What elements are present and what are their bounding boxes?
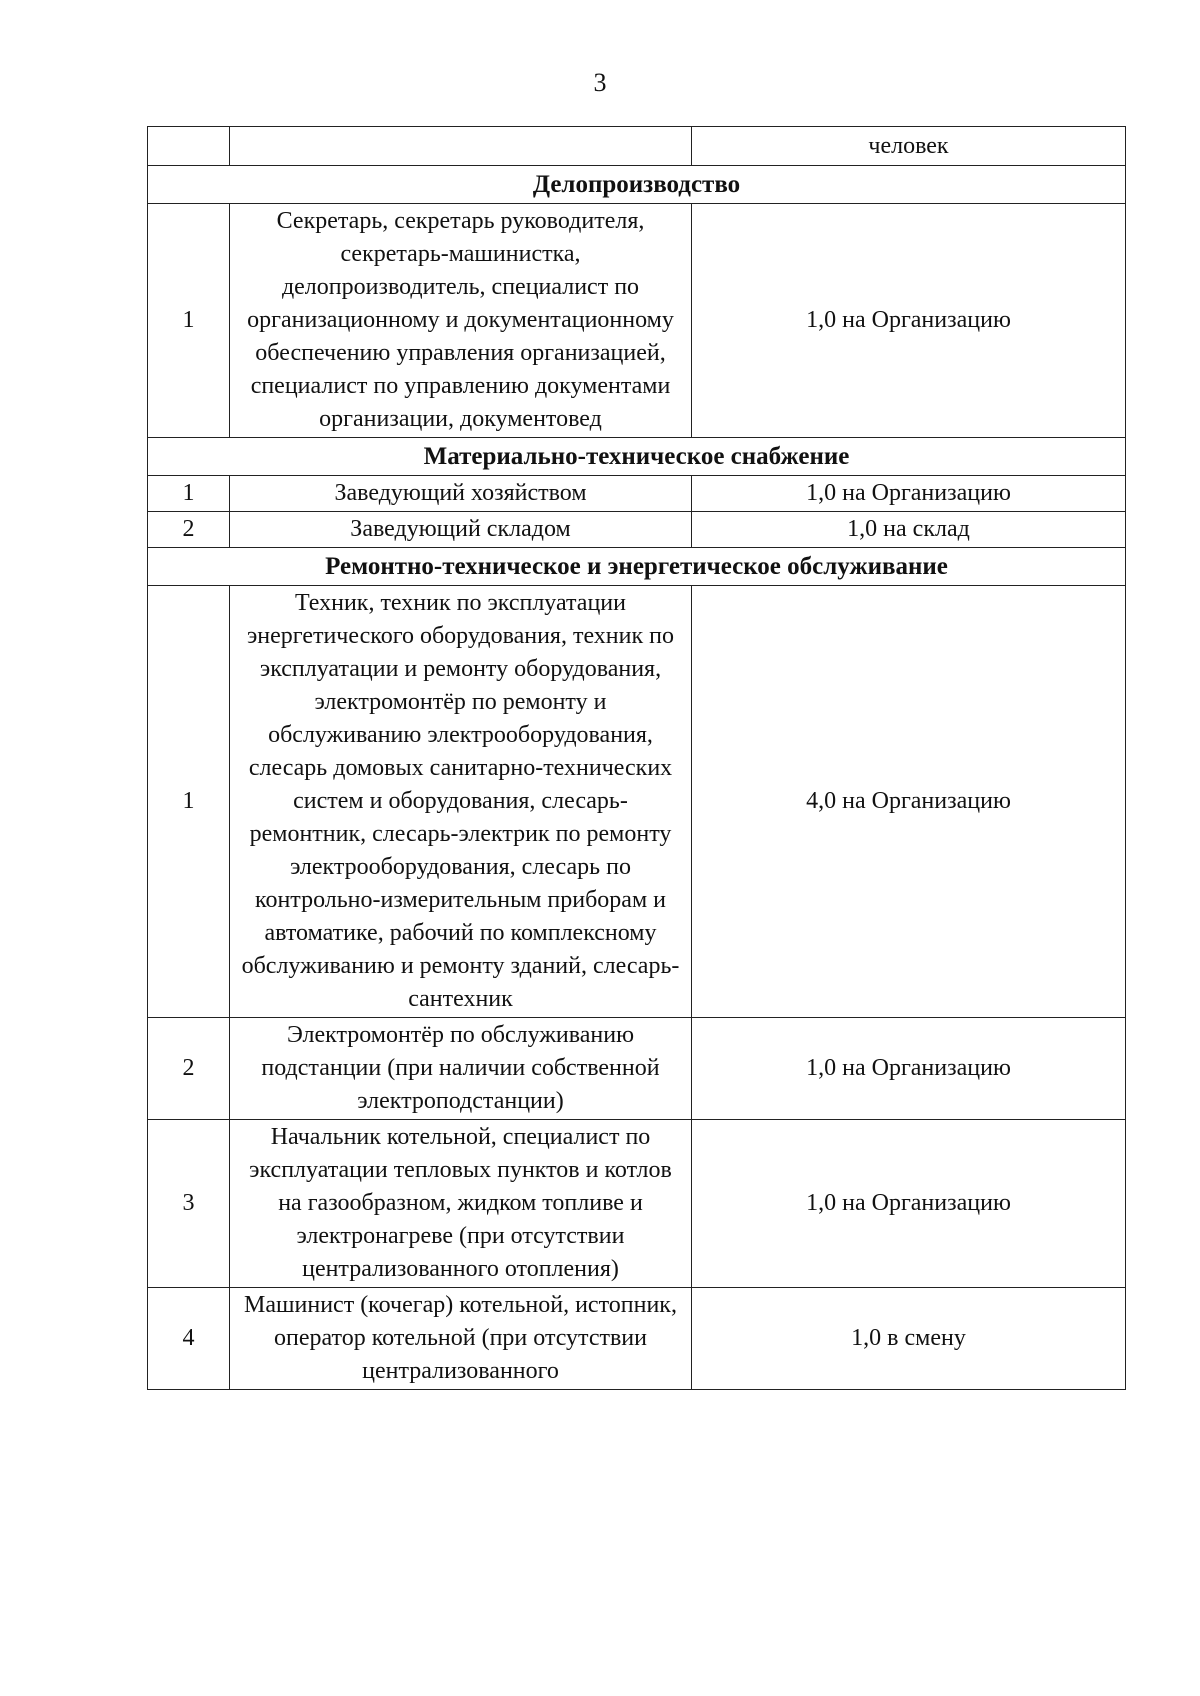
section-heading-row <box>148 166 1126 204</box>
row-norm: 1,0 на склад <box>692 512 1126 548</box>
staffing-table <box>147 126 1126 1390</box>
row-position: Заведующий хозяйством <box>230 476 692 512</box>
table-row <box>148 476 1126 512</box>
row-number: 2 <box>148 512 230 548</box>
header-position-cell <box>230 127 692 166</box>
row-norm: 1,0 в смену <box>692 1288 1126 1390</box>
section-heading-row <box>148 438 1126 476</box>
row-norm: 1,0 на Организацию <box>692 476 1126 512</box>
row-number: 3 <box>148 1120 230 1288</box>
row-norm: 1,0 на Организацию <box>692 1120 1126 1288</box>
section-title: Делопроизводство <box>148 166 1126 204</box>
row-position: Электромонтёр по обслуживанию подстанции (при наличии собственной электроподстанции) <box>230 1018 692 1120</box>
row-number: 1 <box>148 204 230 438</box>
section-title: Материально-техническое снабжение <box>148 438 1126 476</box>
header-norm-cell: человек <box>692 127 1126 166</box>
table-row <box>148 204 1126 438</box>
row-number: 1 <box>148 476 230 512</box>
row-position: Техник, техник по эксплуатации энергетического оборудования, техник по эксплуатации и ремонту оборудования, электромонтёр по ремонту и обслуживанию электрооборудования, слесарь домовых санитарно-технических систем и оборудования, слесарь-ремонтник, слесарь-электрик по ремонту электрооборудования, слесарь по контрольно-измерительным приборам и автоматике, рабочий по комплексному обслуживанию и ремонту зданий, слесарь-сантехник <box>230 586 692 1018</box>
row-norm: 1,0 на Организацию <box>692 1018 1126 1120</box>
section-heading-row <box>148 548 1126 586</box>
row-position: Машинист (кочегар) котельной, истопник, оператор котельной (при отсутствии централизованного <box>230 1288 692 1390</box>
header-num-cell <box>148 127 230 166</box>
row-norm: 1,0 на Организацию <box>692 204 1126 438</box>
row-position: Начальник котельной, специалист по эксплуатации тепловых пунктов и котлов на газообразном, жидком топливе и электронагреве (при отсутствии централизованного отопления) <box>230 1120 692 1288</box>
table-row <box>148 512 1126 548</box>
row-number: 4 <box>148 1288 230 1390</box>
row-number: 2 <box>148 1018 230 1120</box>
table-row <box>148 586 1126 1018</box>
page-number: 3 <box>593 68 607 97</box>
table-row <box>148 1120 1126 1288</box>
table-header-row <box>148 127 1126 166</box>
row-position: Заведующий складом <box>230 512 692 548</box>
row-position: Секретарь, секретарь руководителя, секретарь-машинистка, делопроизводитель, специалист по организационному и документационному обеспечению управления организацией, специалист по управлению документами организации, документовед <box>230 204 692 438</box>
row-norm: 4,0 на Организацию <box>692 586 1126 1018</box>
table-row <box>148 1288 1126 1390</box>
row-number: 1 <box>148 586 230 1018</box>
table-row <box>148 1018 1126 1120</box>
section-title: Ремонтно-техническое и энергетическое обслуживание <box>148 548 1126 586</box>
